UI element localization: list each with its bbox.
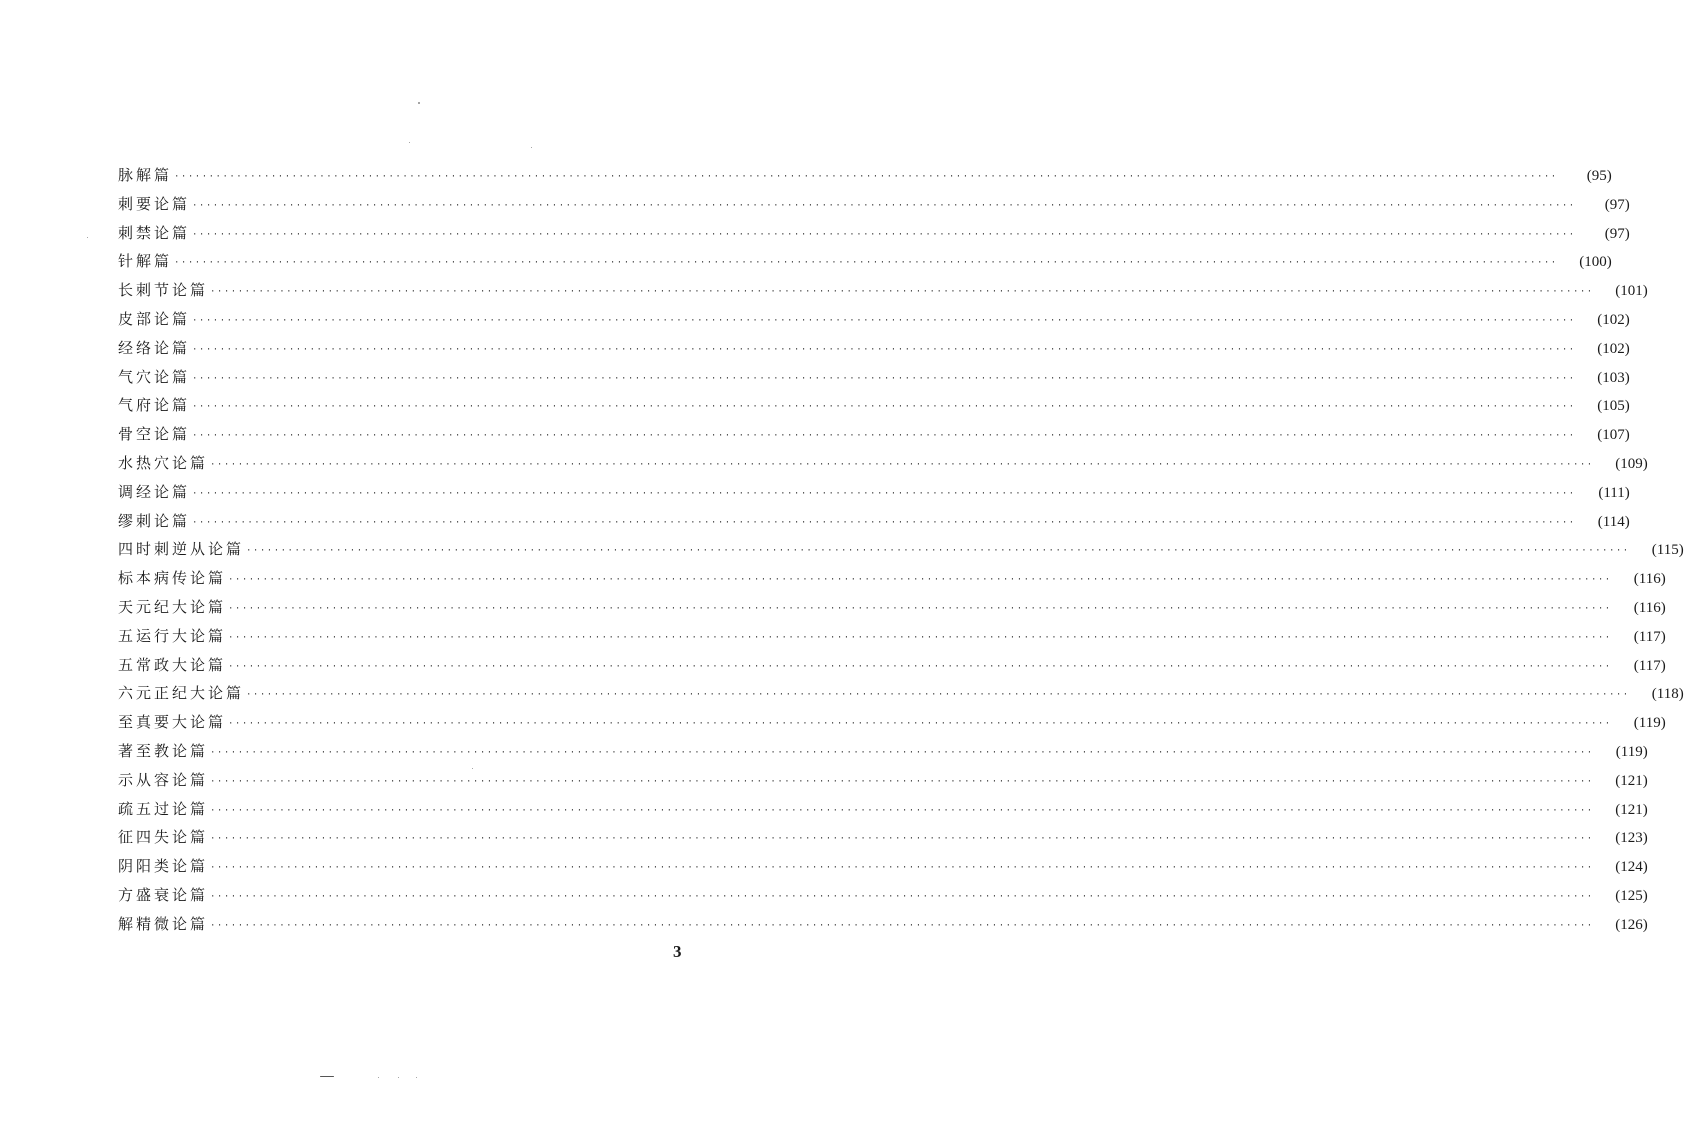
toc-entry-page: (102): [1597, 340, 1630, 357]
toc-entry-page: (97): [1604, 196, 1630, 213]
toc-entry-page: (119): [1633, 715, 1666, 732]
toc-entry: [118, 449, 1648, 478]
toc-entry-title: 气府论篇: [118, 396, 191, 415]
toc-entry-title: 示从容论篇: [118, 770, 209, 789]
toc-entry: [118, 190, 1630, 219]
leader-dots: ········································································································································································································: [192, 402, 1576, 413]
leader-dots: ········································································································································································································: [174, 258, 1558, 269]
toc-entry-page: (123): [1615, 830, 1648, 847]
scan-speck: [409, 142, 410, 143]
toc-entry-page: (117): [1633, 628, 1666, 645]
scan-speck: [320, 1076, 334, 1077]
scan-speck: [87, 237, 88, 238]
toc-entry-title: 缪刺论篇: [118, 511, 191, 530]
toc-entry-page: (107): [1597, 427, 1630, 444]
toc-entry-title: 阴阳类论篇: [118, 857, 209, 876]
toc-entry-page: (97): [1604, 225, 1630, 242]
table-of-contents: [118, 161, 1684, 939]
toc-entry-title: 皮部论篇: [118, 309, 191, 328]
toc-entry: [118, 305, 1630, 334]
scan-speck: [378, 1077, 379, 1078]
toc-entry: [118, 910, 1648, 939]
leader-dots: ········································································································································································································: [246, 546, 1630, 557]
toc-entry: [118, 766, 1648, 795]
scan-speck: [416, 1077, 417, 1078]
toc-entry-title: 六元正纪大论篇: [118, 684, 245, 703]
leader-dots: ········································································································································································································: [192, 315, 1576, 326]
leader-dots: ········································································································································································································: [192, 200, 1576, 211]
toc-entry-page: (115): [1651, 542, 1684, 559]
leader-dots: ········································································································································································································: [192, 431, 1576, 442]
toc-entry-title: 气穴论篇: [118, 367, 191, 386]
leader-dots: ········································································································································································································: [174, 172, 1558, 182]
toc-entry: [118, 795, 1648, 824]
toc-entry: [118, 334, 1630, 363]
leader-dots: ········································································································································································································: [192, 488, 1576, 499]
toc-entry: [118, 276, 1648, 305]
toc-entry: [118, 823, 1648, 852]
leader-dots: ········································································································································································································: [192, 517, 1576, 528]
toc-entry-title: 调经论篇: [118, 482, 191, 501]
toc-entry-title: 五常政大论篇: [118, 655, 227, 674]
toc-entry-title: 长刺节论篇: [118, 281, 209, 300]
toc-entry-title: 刺要论篇: [118, 194, 191, 213]
toc-entry-page: (103): [1597, 369, 1630, 386]
toc-entry-page: (121): [1615, 801, 1648, 818]
toc-entry: [118, 478, 1630, 507]
toc-entry-title: 天元纪大论篇: [118, 597, 227, 616]
toc-entry: [118, 247, 1612, 276]
toc-entry-title: 脉解篇: [118, 166, 173, 184]
toc-entry-page: (124): [1615, 859, 1648, 876]
toc-entry-page: (117): [1633, 657, 1666, 674]
toc-entry: [118, 679, 1684, 708]
toc-entry-page: (116): [1633, 599, 1666, 616]
toc-entry: [118, 161, 1612, 190]
toc-entry: [118, 420, 1630, 449]
toc-entry-page: (125): [1615, 887, 1648, 904]
toc-entry: [118, 219, 1630, 248]
leader-dots: ········································································································································································································: [210, 863, 1594, 874]
leader-dots: ········································································································································································································: [246, 690, 1630, 701]
leader-dots: ········································································································································································································: [192, 229, 1576, 240]
scan-speck: [418, 102, 420, 104]
toc-entry-page: (114): [1597, 513, 1630, 530]
leader-dots: ········································································································································································································: [210, 747, 1594, 758]
toc-entry-page: (116): [1633, 571, 1666, 588]
page-number: 3: [673, 942, 682, 961]
toc-entry: [118, 651, 1666, 680]
toc-entry: [118, 391, 1630, 420]
toc-entry-title: 方盛衰论篇: [118, 885, 209, 904]
scan-speck: [531, 147, 532, 148]
leader-dots: ········································································································································································································: [228, 661, 1612, 672]
toc-entry: [118, 564, 1666, 593]
scan-speck: [472, 768, 473, 769]
scan-speck: [398, 1077, 399, 1078]
toc-entry-title: 疏五过论篇: [118, 799, 209, 818]
toc-entry-title: 骨空论篇: [118, 425, 191, 444]
toc-entry-page: (118): [1651, 686, 1684, 703]
toc-entry-page: (105): [1597, 398, 1630, 415]
leader-dots: ········································································································································································································: [210, 287, 1594, 298]
toc-entry-page: (95): [1586, 168, 1612, 184]
toc-entry: [118, 363, 1630, 392]
toc-entry: [118, 737, 1648, 766]
toc-entry-page: (101): [1615, 283, 1648, 300]
toc-entry-title: 水热穴论篇: [118, 453, 209, 472]
leader-dots: ········································································································································································································: [210, 834, 1594, 845]
toc-entry-page: (109): [1615, 455, 1648, 472]
toc-entry-title: 征四失论篇: [118, 828, 209, 847]
leader-dots: ········································································································································································································: [210, 891, 1594, 902]
toc-entry-title: 刺禁论篇: [118, 223, 191, 242]
toc-entry-page: (111): [1598, 484, 1630, 501]
toc-entry-page: (100): [1579, 254, 1612, 271]
toc-entry: [118, 881, 1648, 910]
toc-entry-title: 针解篇: [118, 252, 173, 271]
toc-entry: [118, 507, 1630, 536]
toc-entry-title: 四时刺逆从论篇: [118, 540, 245, 559]
leader-dots: ········································································································································································································: [228, 603, 1612, 614]
leader-dots: ········································································································································································································: [192, 344, 1576, 355]
toc-entry-title: 标本病传论篇: [118, 569, 227, 588]
toc-entry: [118, 622, 1666, 651]
toc-entry-title: 五运行大论篇: [118, 626, 227, 645]
leader-dots: ········································································································································································································: [210, 805, 1594, 816]
toc-entry-title: 经络论篇: [118, 338, 191, 357]
toc-entry-title: 至真要大论篇: [118, 713, 227, 732]
toc-entry: [118, 852, 1648, 881]
toc-entry: [118, 535, 1684, 564]
leader-dots: ········································································································································································································: [210, 776, 1594, 787]
toc-entry: [118, 593, 1666, 622]
toc-entry-title: 著至教论篇: [118, 741, 209, 760]
leader-dots: ········································································································································································································: [210, 459, 1594, 470]
toc-entry-page: (121): [1615, 772, 1648, 789]
toc-entry-page: (119): [1615, 743, 1648, 760]
leader-dots: ········································································································································································································: [228, 632, 1612, 643]
leader-dots: ········································································································································································································: [228, 575, 1612, 586]
toc-entry-page: (102): [1597, 311, 1630, 328]
leader-dots: ········································································································································································································: [210, 920, 1594, 931]
leader-dots: ········································································································································································································: [228, 719, 1612, 730]
toc-entry-page: (126): [1615, 916, 1648, 933]
leader-dots: ········································································································································································································: [192, 373, 1576, 384]
toc-entry-title: 解精微论篇: [118, 914, 209, 933]
toc-entry: [118, 708, 1666, 737]
